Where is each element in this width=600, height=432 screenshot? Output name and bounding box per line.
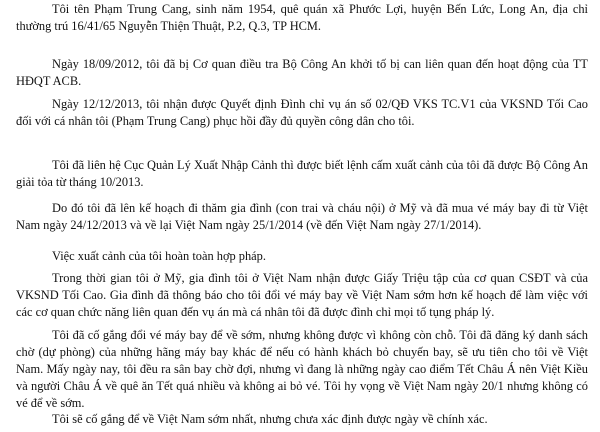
paragraph-exit-ban-lifted: Tôi đã liên hệ Cục Quản Lý Xuất Nhập Cảnh thì được biết lệnh cấm xuất cảnh của tôi đã được Bộ Công An giải tỏa từ tháng 10/2013. bbox=[16, 158, 588, 189]
paragraph-legal-exit: Việc xuất cảnh của tôi hoàn toàn hợp pháp. bbox=[52, 249, 266, 263]
paragraph-summons: Trong thời gian tôi ở Mỹ, gia đình tôi ở Việt Nam nhận được Giấy Triệu tập của cơ quan CSĐT và của VKSND Tối Cao. Gia đình đã thông báo cho tôi đổi vé máy bay về Việt Nam sớm hơn kế hoạch để làm việc với các cơ quan chức năng liên quan đến vụ án mà cá nhân tôi đã được đình chỉ mọi tố tụng pháp lý. bbox=[16, 271, 588, 319]
paragraph-case-dismissal: Ngày 12/12/2013, tôi nhận được Quyết định Đình chỉ vụ án số 02/QĐ VKS TC.V1 của VKSND Tối Cao đối với cá nhân tôi (Phạm Trung Cang) phục hồi đầy đủ quyền công dân cho tôi. bbox=[16, 97, 588, 128]
paragraph-return-intent: Tôi sẽ cố gắng để về Việt Nam sớm nhất, nhưng chưa xác định được ngày về chính xác. bbox=[52, 412, 488, 426]
paragraph-ticket-attempts: Tôi đã cố gắng đổi vé máy bay để về sớm, nhưng không được vì không còn chỗ. Tôi đã đăng ký danh sách chờ (dự phòng) của những hãng máy bay khác để nếu có hành khách bỏ chuyến bay, sẽ ưu tiên cho tôi về Việt Nam. Mấy ngày nay, tôi đều ra sân bay chờ đợi, nhưng vì đang là những ngày cao điểm Tết Châu Á nên Việt Kiều và người Châu Á về quê ăn Tết quá nhiều và không ai bỏ vé. Tôi hy vọng về Việt Nam ngày 20/1 nhưng không có vé để về sớm. bbox=[16, 328, 588, 410]
paragraph-travel-plan: Do đó tôi đã lên kế hoạch đi thăm gia đình (con trai và cháu nội) ở Mỹ và đã mua vé máy bay đi từ Việt Nam ngày 24/12/2013 và về lại Việt Nam ngày 25/1/2014 (về đến Việt Nam ngày 27/1/2014). bbox=[16, 201, 588, 232]
paragraph-prosecution: Ngày 18/09/2012, tôi đã bị Cơ quan điều tra Bộ Công An khởi tố bị can liên quan đến hoạt động của TT HĐQT ACB. bbox=[16, 57, 588, 88]
paragraph-identity: Tôi tên Phạm Trung Cang, sinh năm 1954, quê quán xã Phước Lợi, huyện Bến Lức, Long An, địa chỉ thường trú 16/41/65 Nguyễn Thiện Thuật, P.2, Q.3, TP HCM. bbox=[16, 2, 588, 33]
